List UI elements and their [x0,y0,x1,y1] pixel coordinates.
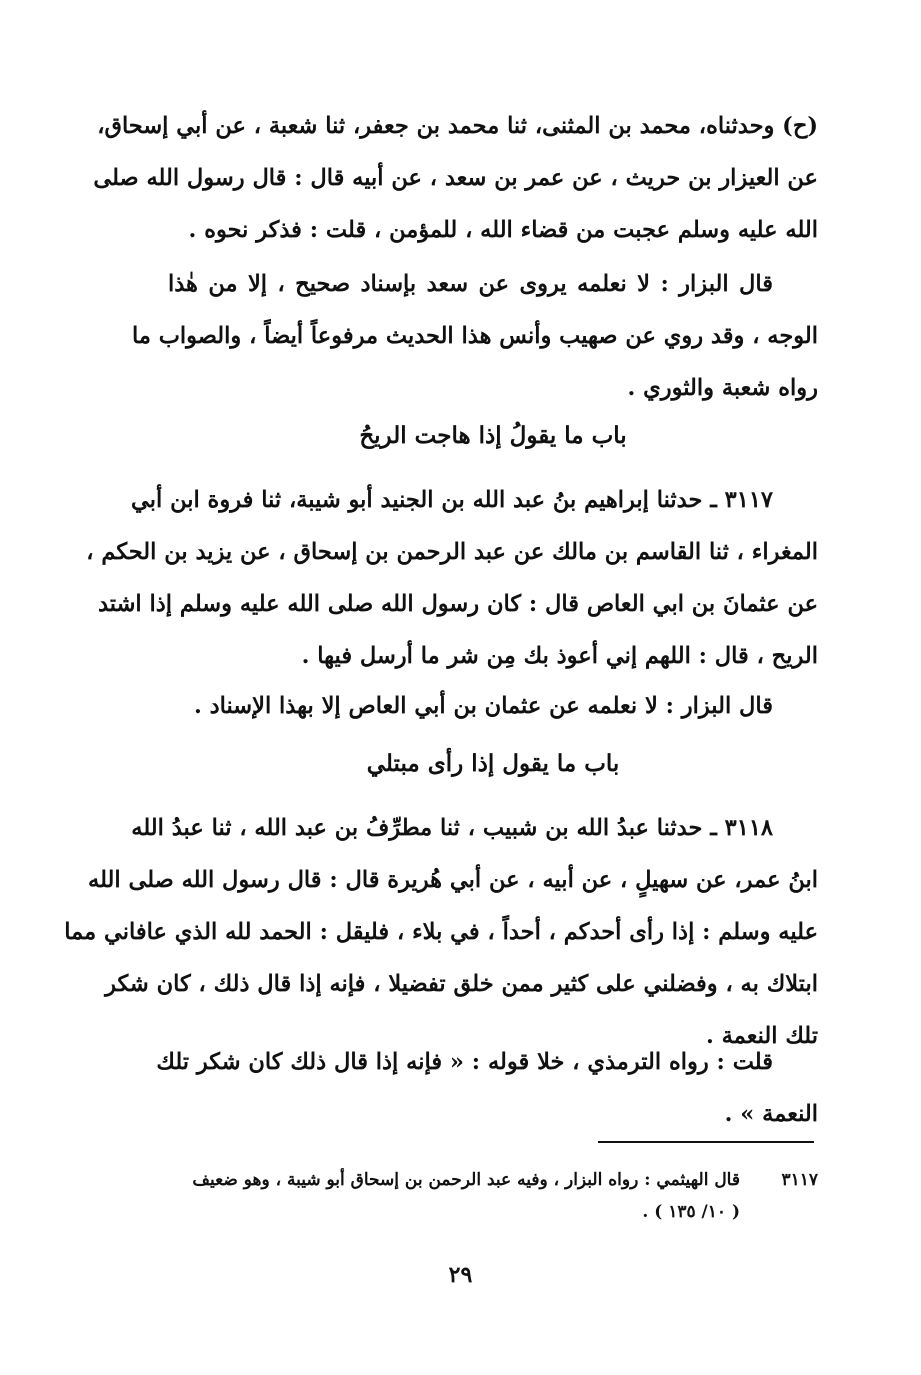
footnote [168,1164,818,1228]
footnote-number: ٣١١٧ [781,1170,818,1190]
footnote-divider [598,1141,814,1143]
hadith-3117-line-1: ٣١١٧ ـ حدثنا إبراهيم بنُ عبد الله بن الجنيد أبو شيبة، ثنا فروة ابن أبي [130,487,773,513]
hadith-3118-line-2: ابنُ عمر، عن سهيلٍ ، عن أبيه ، عن أبي هُريرة قال : قال رسول الله صلى الله [88,867,818,893]
footnote-line-2: ( ١٠/ ١٣٥ ) . [642,1202,740,1222]
paragraph-1 [93,100,818,256]
footnote-body [168,1164,740,1228]
hadith-3117 [86,474,818,682]
paragraph-2-line-1: قال البزار : لا نعلمه يروى عن سعد بإسناد صحيح ، إلا من هٰذا [168,271,773,297]
hadith-3118-line-5: تلك النعمة . [706,1023,818,1049]
paragraph-6-line-2: النعمة » . [724,1101,818,1127]
hadith-3118-line-1: ٣١١٨ ـ حدثنا عبدُ الله بن شبيب ، ثنا مطرِّفُ بن عبد الله ، ثنا عبدُ الله [131,815,773,841]
paragraph-2 [132,258,818,414]
footnote-line-1: قال الهيثمي : رواه البزار ، وفيه عبد الرحمن بن إسحاق أبو شيبة ، وهو ضعيف [192,1170,740,1190]
paragraph-1-line-2: عن العيزار بن حريث ، عن عمر بن سعد ، عن أبيه قال : قال رسول الله صلى [93,165,818,191]
hadith-3118-line-3: عليه وسلم : إذا رأى أحدكم ، أحداً ، في بلاء ، فليقل : الحمد لله الذي عافاني مما [64,919,818,945]
hadith-3118-line-4: ابتلاك به ، وفضلني على كثير ممن خلق تفضيلا ، فإنه إذا قال ذلك ، كان شكر [105,971,818,997]
paragraph-1-line-1: (ح) وحدثناه، محمد بن المثنى، ثنا محمد بن جعفر، ثنا شعبة ، عن أبي إسحاق، [97,113,818,139]
hadith-3117-line-3: عن عثمانَ بن ابي العاص قال : كان رسول الله صلى الله عليه وسلم إذا اشتد [97,591,818,617]
paragraph-1-line-3: الله عليه وسلم عجبت من قضاء الله ، للمؤمن ، قلت : فذكر نحوه . [188,217,818,243]
paragraph-2-line-3: رواه شعبة والثوري . [627,375,818,401]
paragraph-6 [156,1036,818,1140]
paragraph-4 [168,680,818,732]
paragraph-4-line-1: قال البزار : لا نعلمه عن عثمان بن أبي العاص إلا بهذا الإسناد . [193,693,773,719]
paragraph-2-line-2: الوجه ، وقد روي عن صهيب وأنس هذا الحديث مرفوعاً أيضاً ، والصواب ما [132,323,818,349]
paragraph-6-line-1: قلت : رواه الترمذي ، خلا قوله : « فإنه إذا قال ذلك كان شكر تلك [156,1049,773,1075]
hadith-3117-line-4: الريح ، قال : اللهم إني أعوذ بك مِن شر ما أرسل فيها . [301,643,818,669]
section-heading-afflicted: باب ما يقول إذا رأى مبتلي [366,750,620,777]
section-heading-wind: باب ما يقولُ إذا هاجت الريحُ [359,422,627,449]
hadith-3117-line-2: المغراء ، ثنا القاسم بن مالك عن عبد الرحمن بن إسحاق ، عن يزيد بن الحكم ، [86,539,818,565]
page-number: ٢٩ [448,1262,473,1288]
